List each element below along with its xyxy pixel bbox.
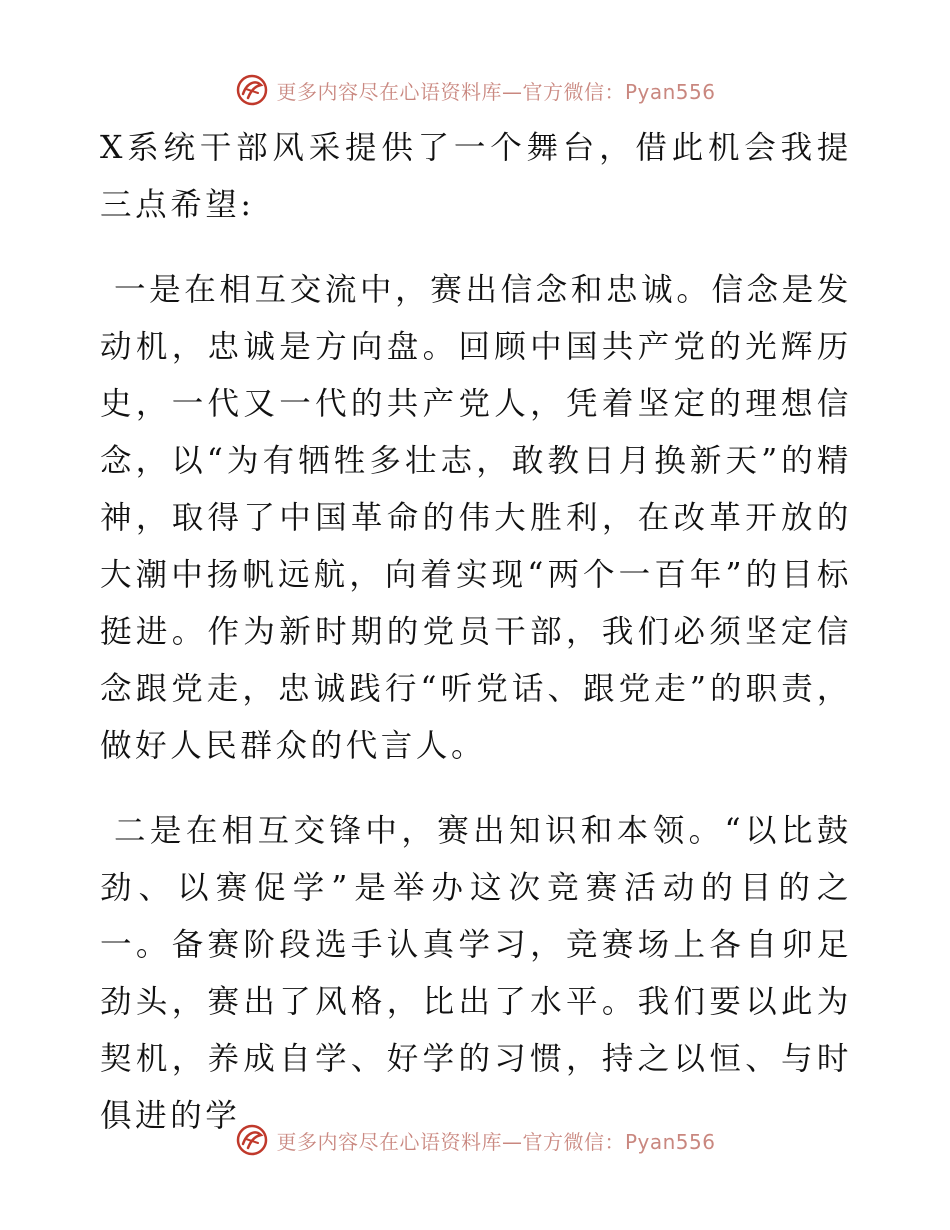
watermark-text: 更多内容尽在心语资料库—官方微信：Pyan556: [276, 79, 716, 104]
header-watermark: [0, 70, 950, 110]
paragraph-point-two: 二是在相互交锋中，赛出知识和本领。“以比鼓劲、以赛促学”是举办这次竞赛活动的目的之一。备赛阶段选手认真学习，竞赛场上各自卯足劲头，赛出了风格，比出了水平。我们要以此为契机，养成自学、好学的习惯，持之以恒、与时俱进的学: [100, 813, 852, 1134]
paragraph-point-one: 一是在相互交流中，赛出信念和忠诚。信念是发动机，忠诚是方向盘。回顾中国共产党的光辉历史，一代又一代的共产党人，凭着坚定的理想信念，以“为有牺牲多壮志，敢教日月换新天”的精神，取得了中国革命的伟大胜利，在改革开放的大潮中扬帆远航，向着实现“两个一百年”的目标挺进。作为新时期的党员干部，我们必须坚定信念跟党走，忠诚践行“听党话、跟党走”的职责，做好人民群众的代言人。: [100, 272, 852, 764]
document-body: [100, 120, 852, 1145]
signature-seal-icon: [234, 72, 270, 108]
paragraph-intro: X系统干部风采提供了一个舞台，借此机会我提三点希望:: [100, 130, 852, 223]
signature-seal-icon: [234, 1122, 270, 1158]
footer-watermark: [0, 1120, 950, 1160]
watermark-text: 更多内容尽在心语资料库—官方微信：Pyan556: [276, 1129, 716, 1154]
